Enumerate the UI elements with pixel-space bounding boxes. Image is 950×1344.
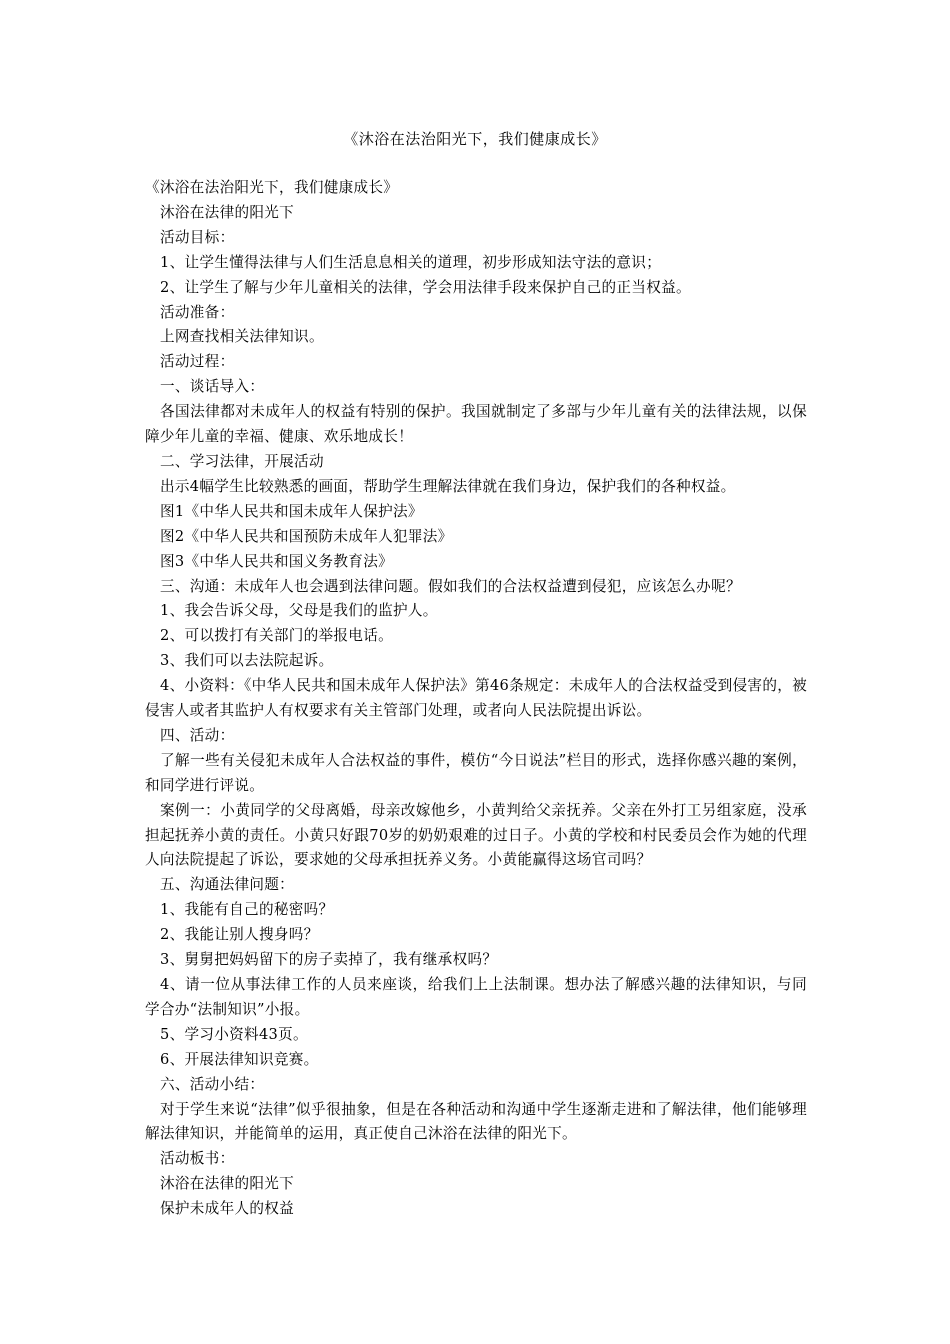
paragraph-goals-heading: 活动目标： bbox=[160, 228, 235, 246]
paragraph-figure-1: 图1《中华人民共和国未成年人保护法》 bbox=[160, 502, 423, 520]
paragraph-figure-2: 图2《中华人民共和国预防未成年人犯罪法》 bbox=[160, 527, 453, 545]
paragraph-section-2-text: 出示4幅学生比较熟悉的画面，帮助学生理解法律就在我们身边，保护我们的各种权益。 bbox=[160, 477, 736, 495]
paragraph-section-6-heading: 六、活动小结： bbox=[160, 1075, 265, 1093]
paragraph-question-3: 3、舅舅把妈妈留下的房子卖掉了，我有继承权吗？ bbox=[160, 951, 498, 969]
paragraph-goal-2: 2、让学生了解与少年儿童相关的法律，学会用法律手段来保护自己的正当权益。 bbox=[160, 278, 691, 296]
paragraph-subtitle: 沐浴在法律的阳光下 bbox=[160, 203, 295, 221]
paragraph-case-1: 案例一：小黄同学的父母离婚，母亲改嫁他乡，小黄判给父亲抚养。父亲在外打工另组家庭，没承担起抚养小黄的责任。小黄只好跟70岁的奶奶艰难的过日子。小黄的学校和村民委员会作为她的代理人向法院提起了诉讼，要求她的父母承担抚养义务。小黄能赢得这场官司吗？ bbox=[145, 801, 807, 869]
paragraph-section-1-heading: 一、谈话导入： bbox=[160, 378, 265, 396]
paragraph-summary: 对于学生来说“法律”似乎很抽象，但是在各种活动和沟通中学生逐渐走进和了解法律，他们能够理解法律知识，并能简单的运用，真正使自己沐浴在法律的阳光下。 bbox=[145, 1100, 807, 1143]
document-body bbox=[145, 176, 807, 1222]
paragraph-goal-1: 1、让学生懂得法律与人们生活息息相关的道理，初步形成知法守法的意识； bbox=[160, 253, 662, 271]
paragraph-board-line-2: 保护未成年人的权益 bbox=[160, 1200, 295, 1218]
paragraph-process-heading: 活动过程： bbox=[160, 353, 235, 371]
paragraph-answer-3: 3、我们可以去法院起诉。 bbox=[160, 652, 334, 670]
paragraph-answer-1: 1、我会告诉父母，父母是我们的监护人。 bbox=[160, 602, 438, 620]
paragraph-section-5-heading: 五、沟通法律问题： bbox=[160, 876, 295, 894]
paragraph-section-4-text: 了解一些有关侵犯未成年人合法权益的事件，模仿“今日说法”栏目的形式，选择你感兴趣的案例，和同学进行评说。 bbox=[145, 751, 807, 794]
paragraph-section-2-heading: 二、学习法律，开展活动 bbox=[160, 452, 324, 470]
paragraph-question-2: 2、我能让别人搜身吗？ bbox=[160, 926, 319, 944]
paragraph-question-5: 5、学习小资料43页。 bbox=[160, 1025, 308, 1043]
paragraph-section-1-text: 各国法律都对未成年人的权益有特别的保护。我国就制定了多部与少年儿童有关的法律法规，以保障少年儿童的幸福、健康、欢乐地成长！ bbox=[145, 403, 807, 446]
paragraph-section-3-heading: 三、沟通：未成年人也会遇到法律问题。假如我们的合法权益遭到侵犯，应该怎么办呢？ bbox=[160, 577, 741, 595]
paragraph-prep-heading: 活动准备： bbox=[160, 303, 235, 321]
paragraph-section-4-heading: 四、活动： bbox=[160, 726, 235, 744]
paragraph-question-4: 4、请一位从事法律工作的人员来座谈，给我们上上法制课。想办法了解感兴趣的法律知识，与同学合办“法制知识”小报。 bbox=[145, 976, 807, 1018]
paragraph-answer-4: 4、小资料：《中华人民共和国未成年人保护法》第46条规定：未成年人的合法权益受到侵害的，被侵害人或者其监护人有权要求有关主管部门处理，或者向人民法院提出诉讼。 bbox=[145, 677, 807, 720]
paragraph-heading-repeat: 《沐浴在法治阳光下，我们健康成长》 bbox=[145, 179, 399, 196]
paragraph-prep: 上网查找相关法律知识。 bbox=[160, 328, 324, 346]
paragraph-figure-3: 图3《中华人民共和国义务教育法》 bbox=[160, 552, 393, 570]
paragraph-board-heading: 活动板书： bbox=[160, 1150, 235, 1168]
paragraph-question-6: 6、开展法律知识竞赛。 bbox=[160, 1050, 319, 1068]
paragraph-answer-2: 2、可以拨打有关部门的举报电话。 bbox=[160, 627, 393, 645]
document-title: 《沐浴在法治阳光下，我们健康成长》 bbox=[343, 130, 607, 148]
paragraph-question-1: 1、我能有自己的秘密吗？ bbox=[160, 901, 334, 919]
paragraph-board-line-1: 沐浴在法律的阳光下 bbox=[160, 1175, 295, 1193]
